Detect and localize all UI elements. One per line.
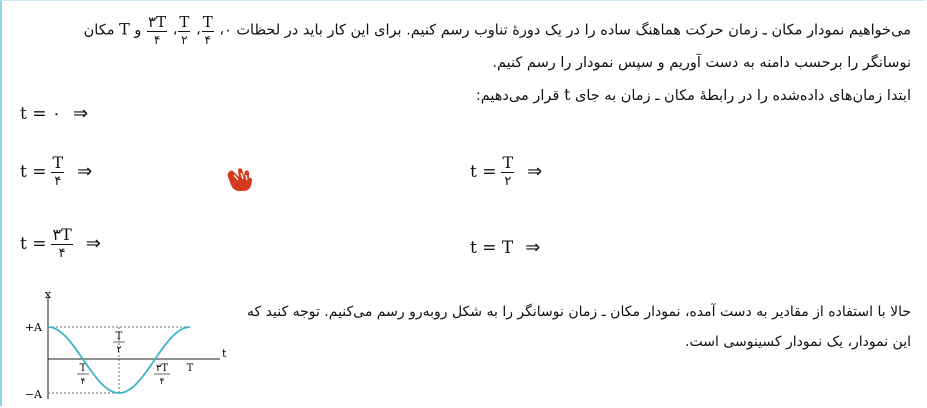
y-axis-label: x <box>44 291 52 301</box>
tick-period: T <box>186 363 194 374</box>
conclusion-paragraph-line1: حالا با استفاده از مقادیر به دست آمده، نمودار مکان ـ زمان نوسانگر را به شکل روبه‌رو رسم می‌کنیم. توجه کنید که <box>247 304 911 320</box>
implies-arrow: ⇒ <box>85 233 101 254</box>
equation-t-zero: t = ۰ ⇒ <box>20 103 89 124</box>
equation-t-half: t = $\frac{T}{۲}$ ⇒ <box>470 153 543 189</box>
tick-quarter-num: T <box>79 363 87 374</box>
fraction-t-over-2: $\frac{T}{۲}$ <box>179 13 190 47</box>
tick-3quarter-num: ۳T <box>155 363 169 374</box>
tick-quarter-den: ۴ <box>80 377 86 387</box>
intro-text-after: مکان <box>83 22 115 39</box>
equation-t-three-quarter: t = $\frac{۳T}{۴}$ ⇒ <box>20 225 101 261</box>
tick-half-den: ۲ <box>116 345 122 355</box>
intro-paragraph-line1: می‌خواهیم نمودار مکان ـ زمان حرکت هماهنگ ساده را در یک دورهٔ تناوب رسم کنیم. برای این کار باید در لحظات ۰، $\frac{T}{۴}$ ، $\frac{T}{۲}$ ، $\frac{۳T}{۴}$ و T مکان <box>83 13 911 47</box>
and-word: و <box>134 22 142 39</box>
position-time-graph <box>8 291 228 405</box>
y-tick-minus-a: −A <box>24 388 42 401</box>
y-tick-plus-a: +A <box>24 321 42 334</box>
period-symbol: T <box>119 19 130 39</box>
instruction-paragraph: ابتدا زمان‌های داده‌شده را در رابطهٔ مکان ـ زمان به جای t قرار می‌دهیم: <box>475 85 911 104</box>
x-axis-label: t <box>222 347 227 360</box>
time-variable: t <box>563 85 571 104</box>
fraction-t-over-4: $\frac{T}{۴}$ <box>202 13 213 47</box>
fraction-3t-over-4: $\frac{۳T}{۴}$ <box>148 13 167 47</box>
implies-arrow: ⇒ <box>73 103 89 124</box>
conclusion-paragraph-line2: این نمودار، یک نمودار کسینوسی است. <box>685 334 911 350</box>
tick-3quarter-den: ۴ <box>159 377 165 387</box>
intro-paragraph-line2: نوسانگر را برحسب دامنه به دست آوریم و سپس نمودار را رسم کنیم. <box>492 55 911 71</box>
intro-text-before: می‌خواهیم نمودار مکان ـ زمان حرکت هماهنگ ساده را در یک دورهٔ تناوب رسم کنیم. برای این کار باید در لحظات ۰، <box>219 22 911 39</box>
equation-t-quarter: t = $\frac{T}{۴}$ ⇒ <box>20 153 93 189</box>
pointing-hand-icon[interactable] <box>226 167 254 197</box>
implies-arrow: ⇒ <box>77 161 93 182</box>
implies-arrow: ⇒ <box>525 237 541 258</box>
tick-half-num: T <box>115 331 123 342</box>
implies-arrow: ⇒ <box>527 161 543 182</box>
equation-t-period: t = T ⇒ <box>470 237 541 258</box>
